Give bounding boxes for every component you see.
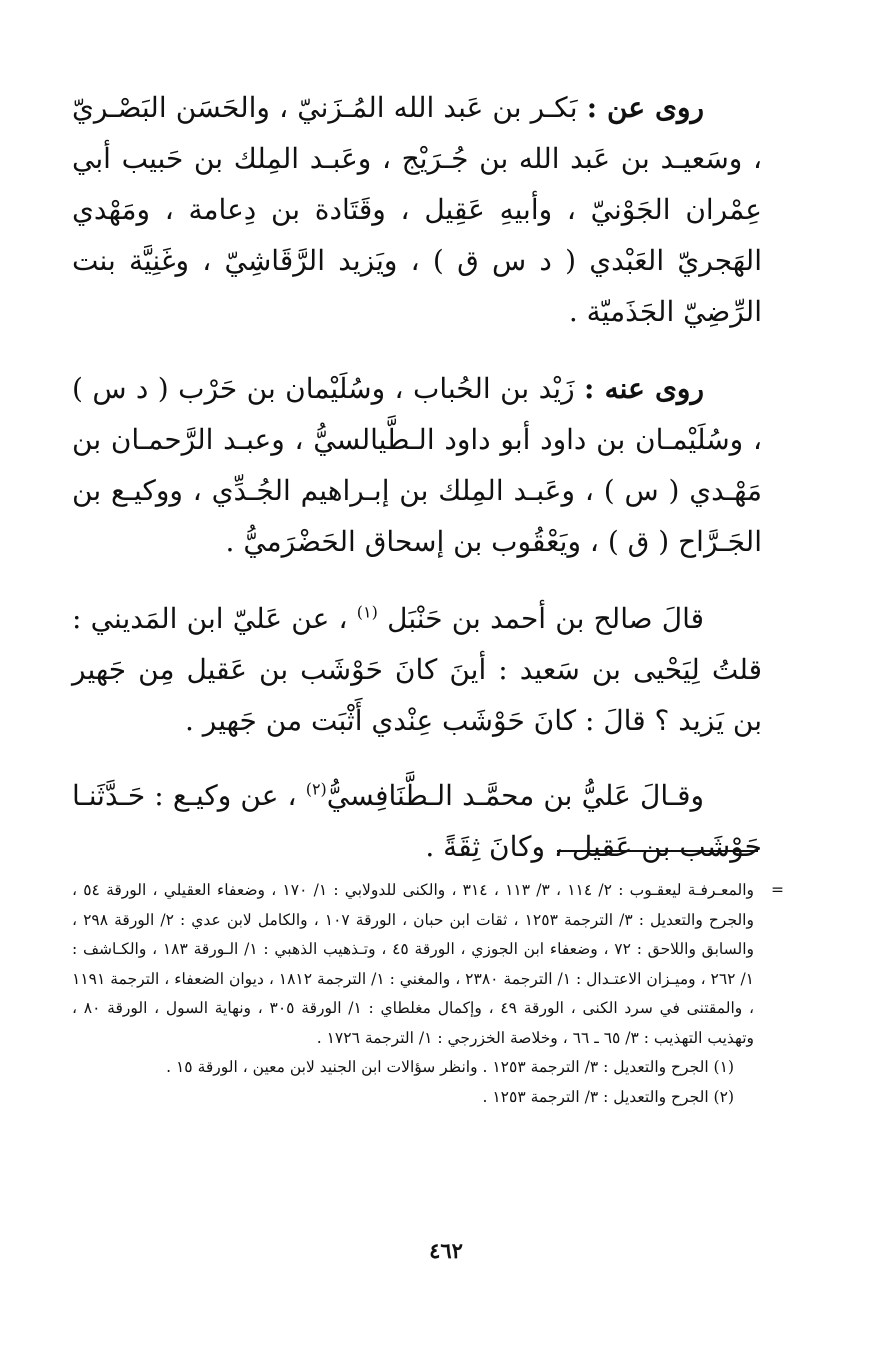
footnote-2: (٢) الجرح والتعديل : ٣/ الترجمة ١٢٥٣ . <box>482 1087 734 1106</box>
saleh-text-before: قالَ صالح بن أحمد بن حَنْبَل <box>377 602 704 635</box>
saleh-paragraph <box>72 593 762 746</box>
footnote-separator <box>557 850 758 852</box>
narrated-by-lead: روى عنه : <box>584 372 704 405</box>
continuation-mark: = <box>771 881 784 899</box>
footnote-ref-1[interactable]: (١) <box>356 602 378 622</box>
narrated-from-paragraph <box>72 82 762 337</box>
narrated-by-text: زَيْد بن الحُباب ، وسُلَيْمان بن حَرْب ( د س ) ، وسُلَيْمـان بن داود أبو داود الـطَّيالسيُّ ، وعبـد الرَّحمـان بن مَهْـدي ( س ) ، وعَبـد المِلك بن إبـراهيم الجُـدِّي ، ووكيـع بن الجَـرَّاح ( ق ) ، ويَعْقُوب بن إسحاق الحَضْرَميُّ . <box>72 372 762 558</box>
page-number: ٤٦٢ <box>429 1238 463 1263</box>
narrated-by-paragraph <box>72 363 762 567</box>
continuation-text: والمعـرفـة ليعقـوب : ٢/ ١١٤ ، ٣/ ١١٣ ، ٣١٤ ، والكنى للدولابي : ١/ ١٧٠ ، وضعفاء العقيلي ، الورقة ٥٤ ، والجرح والتعديل : ٣/ الترجمة ١٢٥٣ ، ثقات ابن حبان ، الورقة ١٠٧ ، والكامل لابن عدي : ٢/ الورقة ٢٩٨ ، والسابق واللاحق : ٧٢ ، وضعفاء ابن الجوزي ، الورقة ٤٥ ، وتـذهيب الذهبي : ١/ الـورقة ١٨٣ ، والكـاشف : ١/ ٢٦٢ ، وميـزان الاعتـدال : ١/ الترجمة ٢٣٨٠ ، والمغني : ١/ الترجمة ١٨١٢ ، ديوان الضعفاء ، الترجمة ١١٩١ ، والمقتنى في سرد الكنى ، الورقة ٤٩ ، وإكمال مغلطاي : ١/ الورقة ٣٠٥ ، ونهاية السول ، الورقة ٨٠ ، وتهذيب التهذيب : ٣/ ٦٥ ـ ٦٦ ، وخلاصة الخزرجي : ١/ الترجمة ١٧٢٦ . <box>72 881 754 1047</box>
tanafisi-text-before: وقـالَ عَليُّ بن محمَّـد الـطَّنَافِسيُّ <box>326 779 704 812</box>
footnote-1: (١) الجرح والتعديل : ٣/ الترجمة ١٢٥٣ . وانظر سؤالات ابن الجنيد لابن معين ، الورقة ١٥ . <box>166 1058 734 1076</box>
saleh-text-after: ، عن عَليّ ابن المَديني : قلتُ لِيَحْيى بن سَعيد : أينَ كانَ حَوْشَب بن عَقيل مِن جَهير بن يَزيد ؟ قالَ : كانَ حَوْشَب عِنْدي أَثْبَت من جَهير . <box>72 602 762 737</box>
footnote-continuation <box>72 876 784 1053</box>
tanafisi-text-after: ، عن وكيـع : حَـدَّثَنـا حَوْشَب بن عَقيل ، وكانَ ثِقَةً . <box>72 779 762 863</box>
footnote-ref-2[interactable]: (٢) <box>305 779 327 799</box>
tanafisi-paragraph <box>72 770 762 872</box>
narrated-from-text: بَكـر بن عَبد الله المُـزَنيّ ، والحَسَن البَصْـريّ ، وسَعيـد بن عَبد الله بن جُـرَيْج ، وعَبـد المِلك بن حَبيب أبي عِمْران الجَوْنيّ ، وأبيهِ عَقِيل ، وقَتَادة بن دِعامة ، ومَهْدي الهَجريّ العَبْدي ( د س ق ) ، ويَزيد الرَّقَاشِيّ ، وغَنِيَّة بنت الرِّضِيّ الجَذَميّة . <box>72 91 763 328</box>
footnotes <box>72 876 784 1112</box>
narrated-from-lead: روى عن : <box>586 91 705 124</box>
main-text <box>72 82 762 898</box>
